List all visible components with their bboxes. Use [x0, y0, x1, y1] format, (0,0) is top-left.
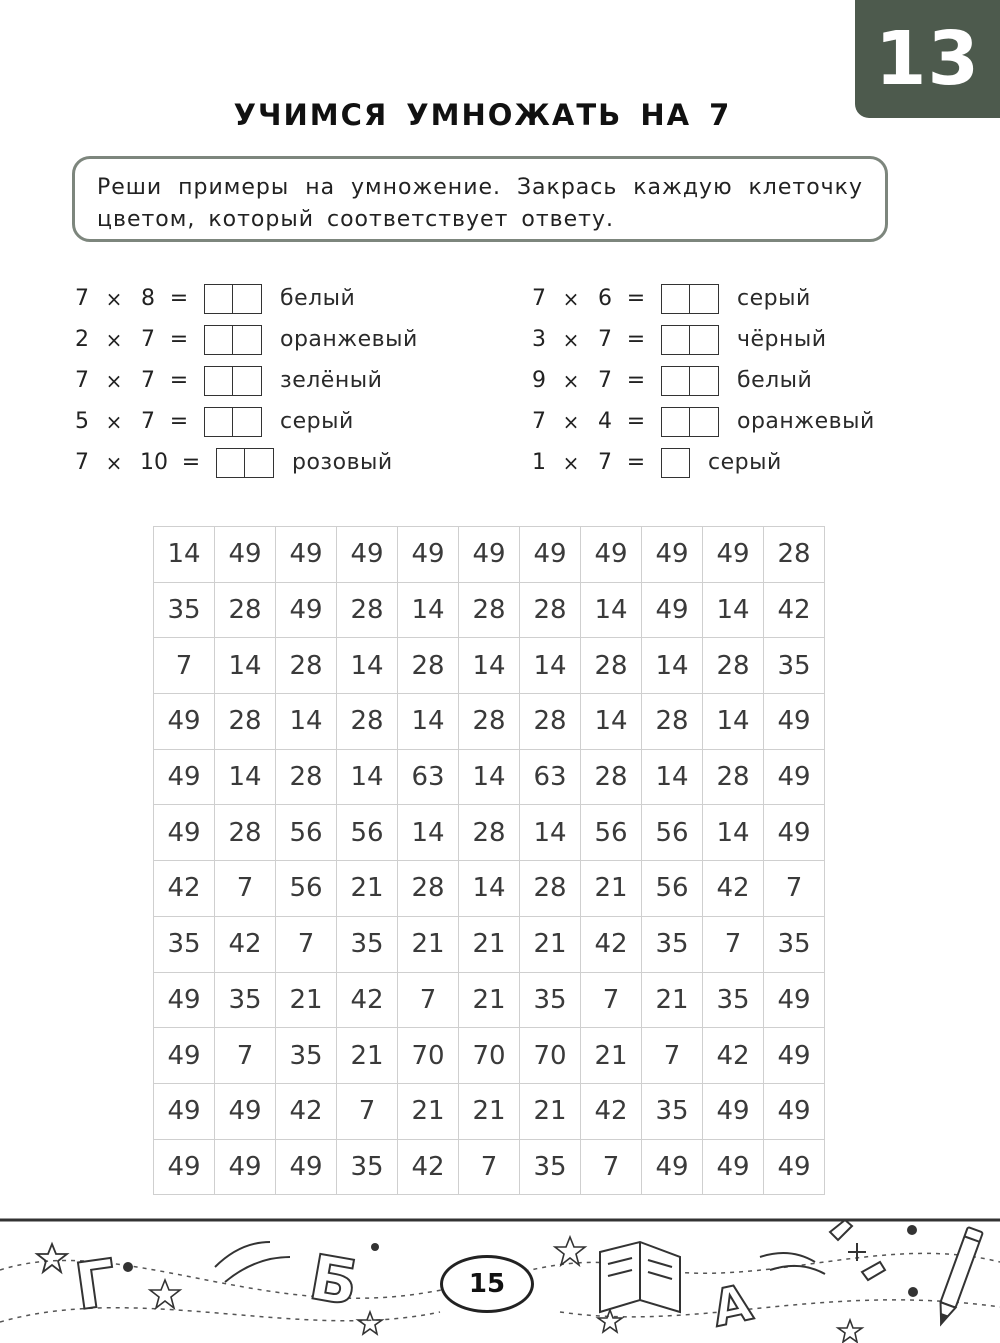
grid-cell[interactable]: 14: [459, 861, 520, 917]
grid-cell[interactable]: 49: [520, 527, 581, 583]
grid-cell[interactable]: 28: [398, 861, 459, 917]
task-row: [525, 319, 875, 360]
factor-a: 7: [75, 286, 89, 311]
factor-a: 1: [532, 450, 546, 475]
math-symbols-icon: [830, 1220, 885, 1280]
factor-b: 7: [598, 327, 612, 352]
grid-cell[interactable]: 35: [154, 582, 215, 638]
grid-cell[interactable]: 49: [764, 805, 825, 861]
grid-cell[interactable]: 28: [581, 638, 642, 694]
answer-cell[interactable]: [661, 284, 690, 314]
equals-sign: =: [626, 286, 646, 311]
equals-sign: =: [181, 450, 201, 475]
answer-cell[interactable]: [661, 407, 690, 437]
grid-row: [154, 582, 825, 638]
grid-cell[interactable]: 14: [581, 694, 642, 750]
grid-cell[interactable]: 28: [337, 582, 398, 638]
grid-cell[interactable]: 7: [398, 972, 459, 1028]
equals-sign: =: [169, 286, 189, 311]
task-list-right: [525, 278, 875, 483]
grid-cell[interactable]: 49: [154, 1083, 215, 1139]
grid-cell[interactable]: 7: [459, 1139, 520, 1195]
grid-cell[interactable]: 49: [154, 749, 215, 805]
grid-cell[interactable]: 14: [520, 638, 581, 694]
task-row: [68, 401, 418, 442]
grid-cell[interactable]: 28: [703, 749, 764, 805]
grid-cell[interactable]: 70: [398, 1028, 459, 1084]
answer-cell[interactable]: [204, 366, 233, 396]
grid-cell[interactable]: 14: [398, 805, 459, 861]
grid-cell[interactable]: 14: [520, 805, 581, 861]
lesson-number-tab: [855, 0, 1000, 118]
multiply-sign: ×: [562, 368, 580, 393]
color-label: зелёный: [280, 368, 383, 393]
page-title: УЧИМСЯ УМНОЖАТЬ НА 7: [233, 98, 732, 132]
grid-cell[interactable]: 35: [764, 638, 825, 694]
grid-cell[interactable]: 49: [459, 527, 520, 583]
grid-cell[interactable]: 28: [337, 694, 398, 750]
grid-cell[interactable]: 14: [642, 749, 703, 805]
coloring-grid: [153, 526, 825, 1195]
grid-cell[interactable]: 49: [215, 1083, 276, 1139]
grid-cell[interactable]: 21: [642, 972, 703, 1028]
grid-cell[interactable]: 7: [154, 638, 215, 694]
grid-cell[interactable]: 42: [337, 972, 398, 1028]
factor-b: 7: [141, 368, 155, 393]
grid-row: [154, 638, 825, 694]
grid-cell[interactable]: 63: [520, 749, 581, 805]
factor-b: 7: [598, 368, 612, 393]
grid-row: [154, 694, 825, 750]
answer-cell[interactable]: [233, 366, 262, 396]
grid-cell[interactable]: 28: [520, 861, 581, 917]
task-row: [68, 442, 418, 483]
answer-cell[interactable]: [245, 448, 274, 478]
grid-cell[interactable]: 49: [703, 1083, 764, 1139]
grid-row: [154, 1139, 825, 1195]
task-row: [525, 360, 875, 401]
grid-cell[interactable]: 14: [703, 694, 764, 750]
grid-row: [154, 1028, 825, 1084]
task-list-left: [68, 278, 418, 483]
grid-cell[interactable]: 35: [337, 916, 398, 972]
color-label: розовый: [292, 450, 393, 475]
multiply-sign: ×: [562, 409, 580, 434]
star-icon: [598, 1310, 622, 1332]
grid-row: [154, 861, 825, 917]
grid-cell[interactable]: 7: [276, 916, 337, 972]
multiply-sign: ×: [562, 450, 580, 475]
factor-b: 4: [598, 409, 612, 434]
grid-cell[interactable]: 21: [581, 861, 642, 917]
grid-cell[interactable]: 14: [215, 638, 276, 694]
answer-cell[interactable]: [690, 366, 719, 396]
grid-cell[interactable]: 28: [520, 582, 581, 638]
grid-cell[interactable]: 42: [703, 861, 764, 917]
equals-sign: =: [169, 368, 189, 393]
grid-cell[interactable]: 21: [581, 1028, 642, 1084]
task-row: [525, 278, 875, 319]
color-label: серый: [737, 286, 811, 311]
grid-cell[interactable]: 49: [215, 527, 276, 583]
grid-cell[interactable]: 63: [398, 749, 459, 805]
color-label: серый: [280, 409, 354, 434]
color-label: белый: [280, 286, 356, 311]
factor-b: 7: [141, 409, 155, 434]
factor-a: 9: [532, 368, 546, 393]
answer-boxes[interactable]: [204, 366, 262, 396]
grid-cell[interactable]: 28: [459, 582, 520, 638]
grid-cell[interactable]: 28: [459, 805, 520, 861]
grid-cell[interactable]: 49: [764, 1139, 825, 1195]
grid-cell[interactable]: 49: [764, 1028, 825, 1084]
grid-cell[interactable]: 42: [215, 916, 276, 972]
pencil-icon: [934, 1227, 983, 1326]
grid-cell[interactable]: 35: [154, 916, 215, 972]
grid-cell[interactable]: 7: [642, 1028, 703, 1084]
grid-cell[interactable]: 49: [154, 1028, 215, 1084]
grid-cell[interactable]: 14: [459, 749, 520, 805]
instruction-box: [72, 156, 888, 242]
answer-boxes[interactable]: [661, 407, 719, 437]
grid-cell[interactable]: 35: [642, 916, 703, 972]
page-number-badge: [440, 1255, 534, 1313]
grid-cell[interactable]: 28: [764, 527, 825, 583]
grid-cell[interactable]: 49: [154, 972, 215, 1028]
task-row: [68, 360, 418, 401]
star-icon: [838, 1320, 862, 1342]
grid-cell[interactable]: 7: [337, 1083, 398, 1139]
answer-boxes[interactable]: [661, 366, 719, 396]
answer-cell[interactable]: [204, 407, 233, 437]
grid-cell[interactable]: 21: [520, 916, 581, 972]
color-label: оранжевый: [280, 327, 418, 352]
grid-row: [154, 1083, 825, 1139]
equals-sign: =: [169, 409, 189, 434]
grid-cell[interactable]: 35: [520, 972, 581, 1028]
color-label: чёрный: [737, 327, 827, 352]
grid-cell[interactable]: 14: [337, 749, 398, 805]
multiply-sign: ×: [562, 286, 580, 311]
factor-b: 7: [598, 450, 612, 475]
grid-cell[interactable]: 14: [398, 582, 459, 638]
grid-cell[interactable]: 28: [520, 694, 581, 750]
grid-cell[interactable]: 49: [154, 694, 215, 750]
answer-cell[interactable]: [233, 284, 262, 314]
factor-a: 7: [532, 286, 546, 311]
grid-cell[interactable]: 49: [337, 527, 398, 583]
answer-cell[interactable]: [690, 325, 719, 355]
equals-sign: =: [626, 327, 646, 352]
grid-cell[interactable]: 35: [703, 972, 764, 1028]
answer-boxes[interactable]: [204, 407, 262, 437]
factor-b: 7: [141, 327, 155, 352]
factor-a: 7: [532, 409, 546, 434]
answer-boxes[interactable]: [204, 325, 262, 355]
grid-cell[interactable]: 21: [459, 972, 520, 1028]
grid-cell[interactable]: 14: [215, 749, 276, 805]
grid-cell[interactable]: 21: [337, 861, 398, 917]
grid-cell[interactable]: 28: [581, 749, 642, 805]
instruction-text: Реши примеры на умножение. Закрась каждую клеточку цветом, который соответствует ответу.: [97, 175, 863, 232]
equals-sign: =: [626, 409, 646, 434]
multiply-sign: ×: [562, 327, 580, 352]
answer-boxes[interactable]: [661, 284, 719, 314]
page-number: 15: [468, 1269, 506, 1299]
factor-b: 6: [598, 286, 612, 311]
answer-cell[interactable]: [661, 325, 690, 355]
multiply-sign: ×: [105, 450, 123, 475]
grid-row: [154, 749, 825, 805]
footer-letter-b: Б: [304, 1240, 364, 1321]
grid-cell[interactable]: 49: [764, 972, 825, 1028]
grid-cell[interactable]: 56: [276, 861, 337, 917]
multiply-sign: ×: [105, 327, 123, 352]
answer-cell[interactable]: [233, 407, 262, 437]
factor-b: 10: [140, 450, 168, 475]
grid-cell[interactable]: 35: [642, 1083, 703, 1139]
answer-boxes[interactable]: [204, 284, 262, 314]
star-icon: [358, 1312, 382, 1334]
grid-cell[interactable]: 56: [642, 861, 703, 917]
answer-boxes[interactable]: [661, 325, 719, 355]
grid-cell[interactable]: 7: [703, 916, 764, 972]
grid-cell[interactable]: 35: [337, 1139, 398, 1195]
task-row: [525, 442, 875, 483]
grid-cell[interactable]: 56: [337, 805, 398, 861]
book-icon: [600, 1242, 680, 1312]
grid-cell[interactable]: 28: [459, 694, 520, 750]
grid-cell[interactable]: 42: [276, 1083, 337, 1139]
grid-row: [154, 805, 825, 861]
grid-cell[interactable]: 14: [703, 805, 764, 861]
grid-cell[interactable]: 28: [215, 694, 276, 750]
answer-cell[interactable]: [204, 284, 233, 314]
grid-cell[interactable]: 21: [398, 1083, 459, 1139]
footer-letter-g: Г: [70, 1246, 122, 1326]
multiply-sign: ×: [105, 368, 123, 393]
grid-cell[interactable]: 70: [459, 1028, 520, 1084]
answer-cell[interactable]: [216, 448, 245, 478]
grid-cell[interactable]: 49: [642, 1139, 703, 1195]
grid-cell[interactable]: 49: [764, 694, 825, 750]
grid-cell[interactable]: 28: [215, 582, 276, 638]
grid-cell[interactable]: 21: [398, 916, 459, 972]
grid-cell[interactable]: 49: [276, 582, 337, 638]
grid-cell[interactable]: 35: [520, 1139, 581, 1195]
grid-cell[interactable]: 28: [642, 694, 703, 750]
grid-cell[interactable]: 21: [520, 1083, 581, 1139]
factor-a: 3: [532, 327, 546, 352]
grid-cell[interactable]: 7: [581, 972, 642, 1028]
grid-cell[interactable]: 7: [581, 1139, 642, 1195]
grid-cell[interactable]: 14: [276, 694, 337, 750]
star-icon: [555, 1237, 585, 1265]
factor-a: 2: [75, 327, 89, 352]
grid-cell[interactable]: 14: [581, 582, 642, 638]
factor-a: 7: [75, 368, 89, 393]
grid-cell[interactable]: 21: [459, 916, 520, 972]
grid-cell[interactable]: 35: [215, 972, 276, 1028]
grid-cell[interactable]: 28: [276, 638, 337, 694]
grid-cell[interactable]: 49: [642, 527, 703, 583]
grid-cell[interactable]: 42: [154, 861, 215, 917]
grid-cell[interactable]: 70: [520, 1028, 581, 1084]
equals-sign: =: [626, 368, 646, 393]
color-label: оранжевый: [737, 409, 875, 434]
color-label: серый: [708, 450, 782, 475]
grid-row: [154, 527, 825, 583]
grid-cell[interactable]: 42: [764, 582, 825, 638]
grid-cell[interactable]: 42: [581, 1083, 642, 1139]
grid-cell[interactable]: 42: [398, 1139, 459, 1195]
grid-cell[interactable]: 49: [642, 582, 703, 638]
answer-cell[interactable]: [233, 325, 262, 355]
grid-cell[interactable]: 49: [764, 1083, 825, 1139]
lesson-number: 13: [875, 16, 980, 102]
answer-cell[interactable]: [690, 407, 719, 437]
equals-sign: =: [626, 450, 646, 475]
grid-row: [154, 972, 825, 1028]
grid-cell[interactable]: 42: [703, 1028, 764, 1084]
factor-a: 7: [75, 450, 89, 475]
grid-cell[interactable]: 14: [642, 638, 703, 694]
task-row: [525, 401, 875, 442]
task-row: [68, 319, 418, 360]
grid-cell[interactable]: 14: [398, 694, 459, 750]
grid-cell[interactable]: 28: [398, 638, 459, 694]
grid-cell[interactable]: 56: [581, 805, 642, 861]
answer-cell[interactable]: [690, 284, 719, 314]
grid-cell[interactable]: 35: [276, 1028, 337, 1084]
grid-cell[interactable]: 49: [154, 805, 215, 861]
answer-boxes[interactable]: [661, 448, 690, 478]
grid-cell[interactable]: 49: [276, 1139, 337, 1195]
grid-cell[interactable]: 49: [276, 527, 337, 583]
footer-letter-a: А: [707, 1273, 758, 1339]
grid-cell[interactable]: 21: [459, 1083, 520, 1139]
grid-cell[interactable]: 49: [581, 527, 642, 583]
grid-cell[interactable]: 14: [154, 527, 215, 583]
grid-cell[interactable]: 49: [703, 1139, 764, 1195]
grid-cell[interactable]: 14: [703, 582, 764, 638]
grid-cell[interactable]: 28: [276, 749, 337, 805]
grid-cell[interactable]: 28: [215, 805, 276, 861]
grid-row: [154, 916, 825, 972]
factor-a: 5: [75, 409, 89, 434]
grid-cell[interactable]: 49: [703, 527, 764, 583]
answer-cell[interactable]: [661, 366, 690, 396]
grid-cell[interactable]: 7: [215, 861, 276, 917]
grid-cell[interactable]: 14: [337, 638, 398, 694]
grid-cell[interactable]: 56: [642, 805, 703, 861]
answer-boxes[interactable]: [216, 448, 274, 478]
grid-cell[interactable]: 35: [764, 916, 825, 972]
factor-b: 8: [141, 286, 155, 311]
grid-cell[interactable]: 49: [398, 527, 459, 583]
grid-cell[interactable]: 49: [154, 1139, 215, 1195]
grid-cell[interactable]: 7: [215, 1028, 276, 1084]
grid-cell[interactable]: 21: [276, 972, 337, 1028]
task-row: [68, 278, 418, 319]
grid-cell[interactable]: 7: [764, 861, 825, 917]
star-icon: [37, 1244, 67, 1272]
grid-cell[interactable]: 49: [215, 1139, 276, 1195]
answer-cell[interactable]: [661, 448, 690, 478]
grid-cell[interactable]: 56: [276, 805, 337, 861]
multiply-sign: ×: [105, 286, 123, 311]
grid-cell[interactable]: 42: [581, 916, 642, 972]
grid-cell[interactable]: 49: [764, 749, 825, 805]
color-label: белый: [737, 368, 813, 393]
grid-cell[interactable]: 28: [703, 638, 764, 694]
multiply-sign: ×: [105, 409, 123, 434]
answer-cell[interactable]: [204, 325, 233, 355]
grid-cell[interactable]: 21: [337, 1028, 398, 1084]
grid-cell[interactable]: 14: [459, 638, 520, 694]
equals-sign: =: [169, 327, 189, 352]
star-icon: [150, 1280, 180, 1308]
